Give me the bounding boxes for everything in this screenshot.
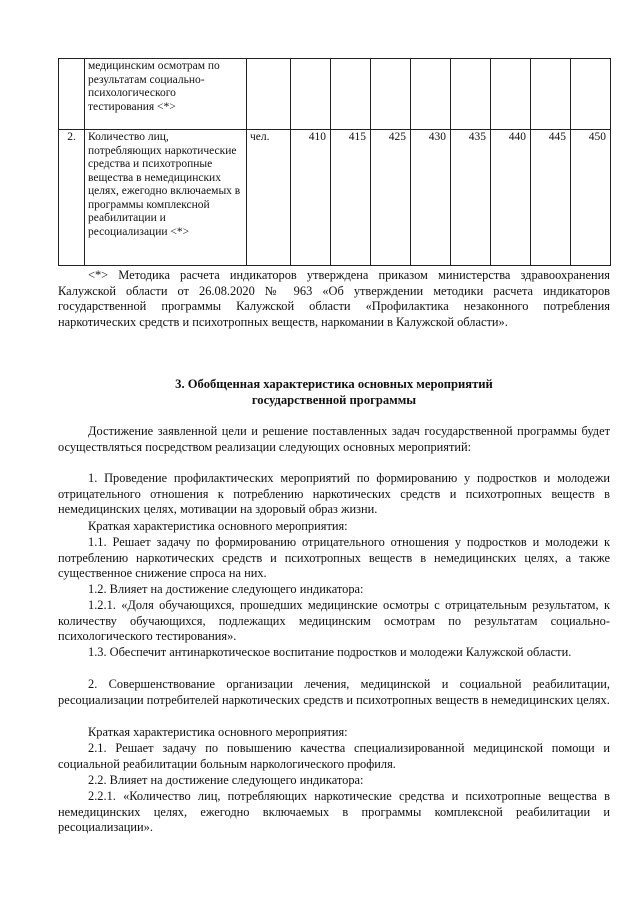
value-cell: 415 [331, 130, 371, 266]
paragraph: 1.3. Обеспечит антинаркотическое воспитание подростков и молодежи Калужской области. [88, 645, 572, 659]
paragraph: Краткая характеристика основного мероприятия: [88, 519, 348, 533]
indicator-name: Количество лиц, потребляющих наркотические средства и психотропные вещества в немедицинских целях, ежегодно включаемых в программы комплексной реабилитации и ресоциализации <*> [85, 130, 247, 266]
value-cell [331, 59, 371, 130]
table-row [59, 130, 611, 266]
footnote: <*> Методика расчета индикаторов утверждена приказом министерства здравоохранения Калужской области от 26.08.2020 № 963 «Об утверждении методики расчета индикаторов государственной программы Калужской области «Профилактика незаконного потребления наркотических средств и психотропных веществ, наркомании в Калужской области». [58, 268, 610, 329]
paragraph: 1.2.1. «Доля обучающихся, прошедших медицинские осмотры с отрицательным результатом, к количеству обучающихся, подлежащих медицинским осмотрам по результатам социально-психологического тестирования». [58, 598, 610, 644]
row-number [59, 59, 85, 130]
paragraph: Достижение заявленной цели и решение поставленных задач государственной программы будет осуществляться посредством реализации следующих основных мероприятий: [58, 424, 610, 454]
value-cell: 440 [491, 130, 531, 266]
value-cell [371, 59, 411, 130]
paragraph: 1.1. Решает задачу по формированию отрицательного отношения у подростков и молодежи к потреблению наркотических средств и психотропных веществ в немедицинских целях, а также существенное снижение спроса на них. [58, 535, 610, 581]
paragraph: Краткая характеристика основного мероприятия: [88, 725, 348, 739]
row-number: 2. [59, 130, 85, 266]
value-cell: 430 [411, 130, 451, 266]
value-cell [291, 59, 331, 130]
value-cell [531, 59, 571, 130]
paragraph: 1.2. Влияет на достижение следующего индикатора: [88, 582, 364, 596]
paragraph: 2.2.1. «Количество лиц, потребляющих наркотические средства и психотропные вещества в немедицинских целях, ежегодно включаемых в программы комплексной реабилитации и ресоциализации». [58, 789, 610, 835]
value-cell: 410 [291, 130, 331, 266]
paragraph: 2.2. Влияет на достижение следующего индикатора: [88, 773, 364, 787]
table-row [59, 59, 611, 130]
value-cell [451, 59, 491, 130]
section-title-line1: 3. Обобщенная характеристика основных мероприятий [175, 377, 493, 391]
paragraph: 2. Совершенствование организации лечения, медицинской и социальной реабилитации, ресоциализации потребителей наркотических средств и психотропных веществ в немедицинских целях. [58, 677, 610, 707]
value-cell: 435 [451, 130, 491, 266]
paragraph: 1. Проведение профилактических мероприятий по формированию у подростков и молодежи отрицательного отношения к потреблению наркотических средств и психотропных веществ в немедицинских целях, мотивации на здоровый образ жизни. [58, 471, 610, 517]
value-cell: 425 [371, 130, 411, 266]
indicator-name: медицинским осмотрам по результатам социально-психологического тестирования <*> [85, 59, 247, 130]
indicators-table [58, 58, 611, 266]
unit-cell: чел. [247, 130, 291, 266]
value-cell: 445 [531, 130, 571, 266]
value-cell [411, 59, 451, 130]
section-title-line2: государственной программы [251, 393, 417, 407]
value-cell [571, 59, 611, 130]
value-cell [491, 59, 531, 130]
paragraph: 2.1. Решает задачу по повышению качества специализированной медицинской помощи и социальной реабилитации больным наркологического профиля. [58, 741, 610, 771]
unit-cell [247, 59, 291, 130]
value-cell: 450 [571, 130, 611, 266]
